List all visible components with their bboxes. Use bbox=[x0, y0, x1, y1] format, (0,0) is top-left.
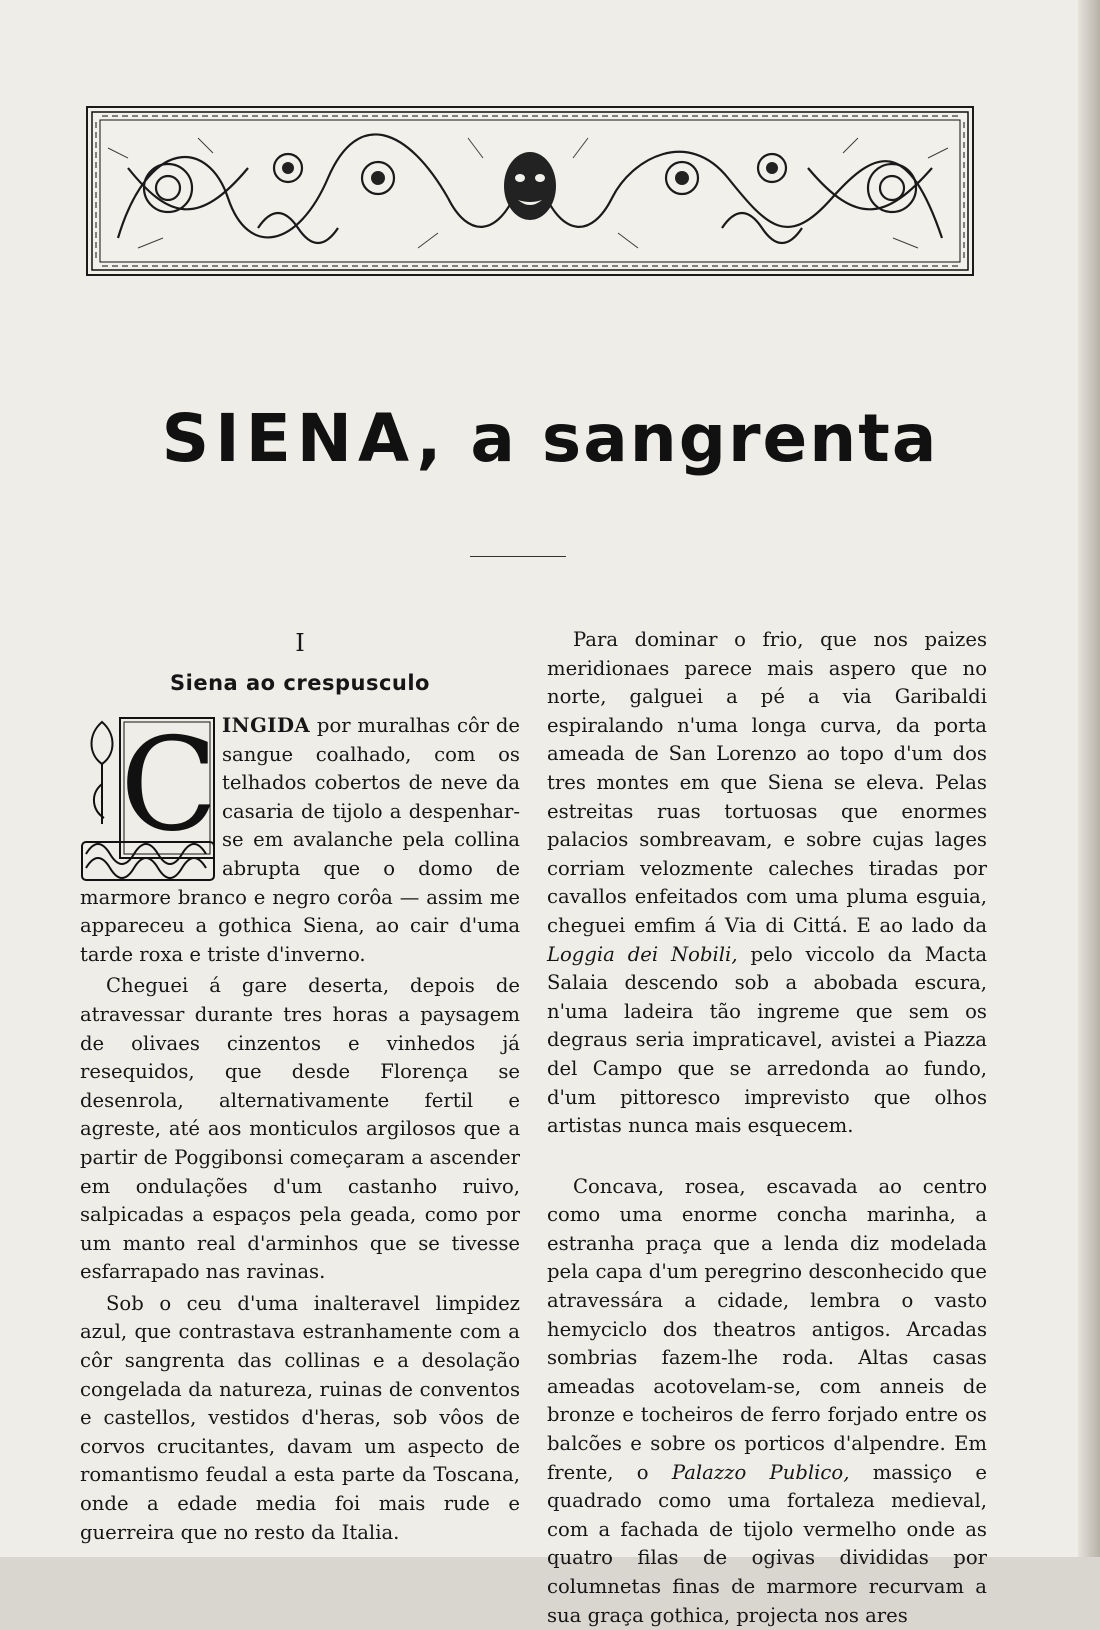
title-divider bbox=[470, 556, 566, 557]
italic-text: Palazzo Publico, bbox=[671, 1460, 850, 1484]
section-number: I bbox=[295, 629, 305, 657]
paragraph-text: por muralhas côr de sangue coalhado, com os telhados cobertos de neve da casaria de tijolo a despenhar-se em avalanche pela collina abrupta que o domo de marmore branco e negro corôa — assim me appareceu a gothica Siena, ao cair d'uma tarde roxa e triste d'inverno. bbox=[80, 714, 520, 966]
title-main: SIENA, bbox=[161, 400, 448, 477]
dropcap-letter: C bbox=[120, 711, 218, 860]
paragraph bbox=[547, 1173, 987, 1630]
paragraph-text: massiço e quadrado como uma fortaleza medieval, com a fachada de tijolo vermelho onde as quatro filas de ogivas divididas por columnetas finas de marmore recurvam a sua graça gothica, projecta nos ares bbox=[547, 1460, 987, 1627]
paragraph-text: Para dominar o frio, que nos paizes meridionaes parece mais aspero que no norte, galguei a pé a via Garibaldi espiralando n'uma longa curva, da porta ameada de San Lorenzo ao topo d'um dos tres montes em que Siena se eleva. Pelas estreitas ruas tortuosas que enormes palacios sombreavam, e sobre cujas lages corriam velozmente caleches tiradas por cavallos enfeitados com uma pluma esguia, cheguei emfim á Via di Cittá. E ao lado da bbox=[547, 628, 987, 937]
right-column bbox=[547, 626, 987, 1630]
page-edge-shadow bbox=[1078, 0, 1100, 1557]
paragraph-text: pelo viccolo da Macta Salaia descendo sob a abobada escura, n'uma ladeira tão ingreme que sem os degraus seria impraticavel, avistei a Piazza del Campo que se arredonda ao fundo, d'um pittoresco imprevisto que olhos artistas nunca mais esquecem. bbox=[547, 942, 987, 1138]
paragraph bbox=[547, 626, 987, 1141]
dropcap-lead: INGIDA bbox=[222, 714, 311, 737]
ornament-illustration bbox=[88, 108, 972, 274]
ornamental-banner bbox=[86, 106, 974, 276]
paragraph: Cheguei á gare deserta, depois de atravessar durante tres horas a paysagem de olivaes cinzentos e vinhedos já resequidos, que desde Florença se desenrola, alternativamente fertil e agreste, até aos monticulos argilosos que a partir de Poggibonsi começaram a ascender em ondulações d'um castanho ruivo, salpicadas a espaços pela geada, como por um manto real d'arminhos que se tivesse esfarrapado nas ravinas. bbox=[80, 974, 520, 1284]
paragraph: Sob o ceu d'uma inalteravel limpidez azul, que contrastava estranhamente com a côr sangrenta das collinas e a desolação congelada da natureza, ruinas de conventos e castellos, vestidos d'heras, sob vôos de corvos crucitantes, davam um aspecto de romantismo feudal a esta parte da Toscana, onde a edade media foi mais rude e guerreira que no resto da Italia. bbox=[80, 1291, 520, 1544]
left-column bbox=[80, 620, 520, 1547]
italic-text: Loggia dei Nobili, bbox=[547, 942, 738, 966]
article-title bbox=[0, 400, 1100, 477]
title-sub: a sangrenta bbox=[470, 400, 939, 477]
paragraph-text: Concava, rosea, escavada ao centro como uma enorme concha marinha, a estranha praça que a lenda diz modelada pela capa d'um peregrino desconhecido que atravessára a cidade, lembra o vasto hemyciclo dos theatros antigos. Arcadas sombrias fazem-lhe roda. Altas casas ameadas acotovelam-se, com anneis de bronze e tocheiros de ferro forjado entre os balcões e sobre os porticos d'alpendre. Em frente, o bbox=[547, 1174, 987, 1484]
dropcap-ornament bbox=[80, 711, 218, 882]
section-heading: Siena ao crespusculo bbox=[170, 671, 430, 695]
